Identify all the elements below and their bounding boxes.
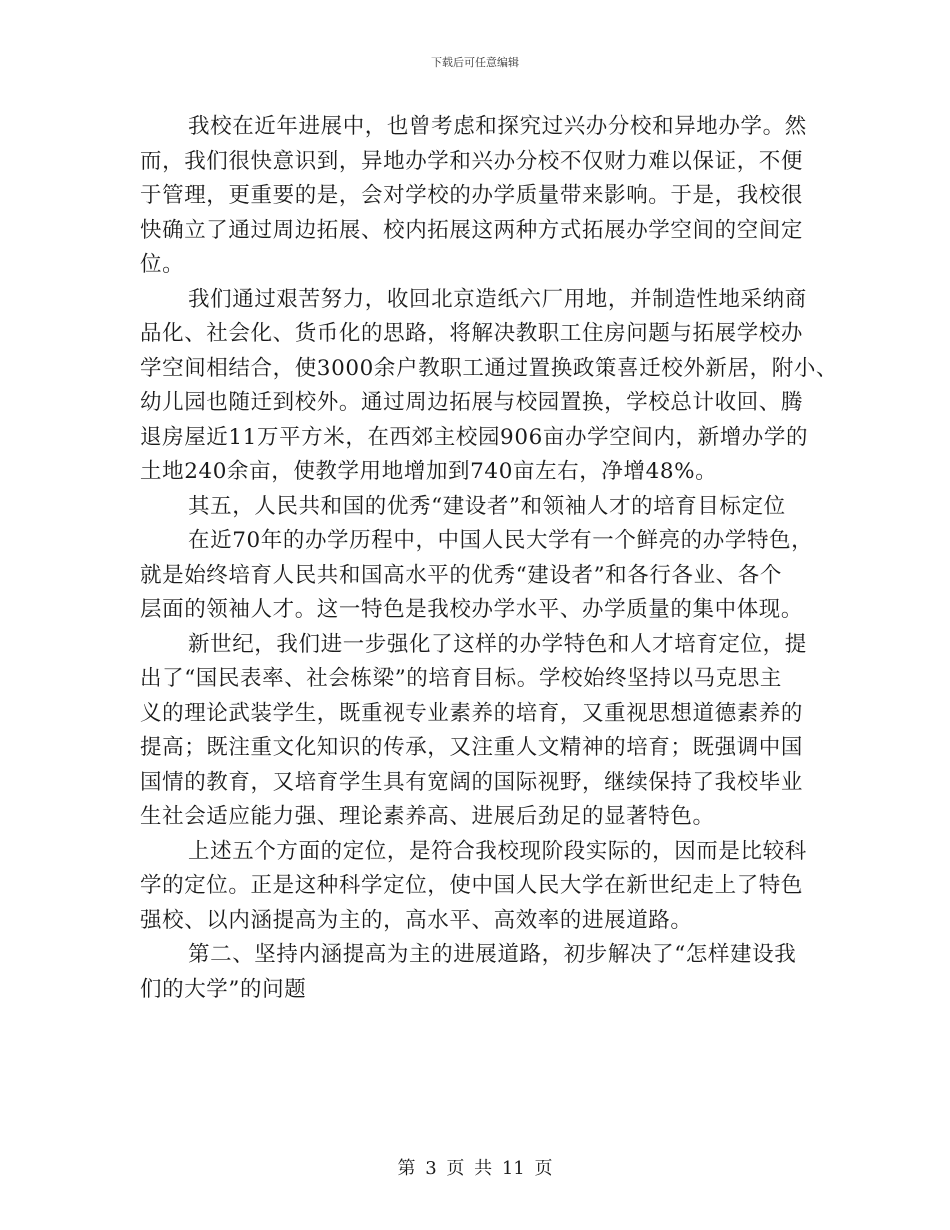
paragraph-line: 快确立了通过周边拓展、校内拓展这两种方式拓展办学空间的空间定 bbox=[140, 217, 804, 243]
paragraph-line: 提高；既注重文化知识的传承，又注重人文精神的培育；既强调中国 bbox=[140, 735, 804, 760]
paragraph-line: 品化、社会化、货币化的思路，将解决教职工住房问题与拓展学校办 bbox=[140, 321, 804, 346]
paragraph-line: 退房屋近11万平方米，在西郊主校园906亩办学空间内，新增办学的 bbox=[140, 424, 809, 450]
paragraph-line: 土地240余亩，使教学用地增加到740亩左右，净增48%。 bbox=[140, 459, 718, 484]
paragraph-line: 国情的教育，又培育学生具有宽阔的国际视野，继续保持了我校毕业 bbox=[140, 769, 804, 795]
section-heading: 们的大学”的问题 bbox=[140, 976, 307, 1002]
page-number: 第 3 页 共 11 页 bbox=[397, 1158, 553, 1179]
paragraph-line: 位。 bbox=[140, 252, 185, 277]
paragraph-line: 而，我们很快意识到，异地办学和兴办分校不仅财力难以保证，不便 bbox=[140, 148, 804, 174]
paragraph-line: 学的定位。正是这种科学定位，使中国人民大学在新世纪走上了特色 bbox=[140, 873, 804, 898]
section-heading: 其五，人民共和国的优秀“建设者”和领袖人才的培育目标定位 bbox=[188, 493, 786, 519]
paragraph-line: 在近70年的办学历程中，中国人民大学有一个鲜亮的办学特色， bbox=[188, 528, 814, 553]
section-heading: 第二、坚持内涵提高为主的进展道路，初步解决了“怎样建设我 bbox=[188, 942, 797, 967]
document-body bbox=[140, 110, 839, 1007]
paragraph-line: 层面的领袖人才。这一特色是我校办学水平、办学质量的集中体现。 bbox=[140, 597, 804, 622]
paragraph-line: 我校在近年进展中，也曾考虑和探究过兴办分校和异地办学。然 bbox=[188, 114, 807, 139]
paragraph-line: 学空间相结合，使3000余户教职工通过置换政策喜迁校外新居，附小、 bbox=[140, 355, 839, 381]
paragraph-line: 生社会适应能力强、理论素养高、进展后劲足的显著特色。 bbox=[140, 804, 715, 829]
paragraph-line: 新世纪，我们进一步强化了这样的办学特色和人才培育定位，提 bbox=[188, 631, 807, 657]
paragraph-line: 于管理，更重要的是，会对学校的办学质量带来影响。于是，我校很 bbox=[140, 183, 804, 208]
paragraph-line: 出了“国民表率、社会栋梁”的培育目标。学校始终坚持以马克思主 bbox=[140, 666, 782, 691]
paragraph-line: 幼儿园也随迁到校外。通过周边拓展与校园置换，学校总计收回、腾 bbox=[140, 390, 804, 415]
paragraph-line: 上述五个方面的定位，是符合我校现阶段实际的，因而是比较科 bbox=[188, 838, 807, 864]
paragraph-line: 强校、以内涵提高为主的，高水平、高效率的进展道路。 bbox=[140, 907, 693, 933]
paragraph-line: 就是始终培育人民共和国高水平的优秀“建设者”和各行各业、各个 bbox=[140, 562, 782, 588]
paragraph-line: 我们通过艰苦努力，收回北京造纸六厂用地，并制造性地采纳商 bbox=[188, 286, 807, 312]
paragraph-line: 义的理论武装学生，既重视专业素养的培育，又重视思想道德素养的 bbox=[140, 700, 804, 726]
page-header: 下载后可任意编辑 bbox=[431, 56, 519, 69]
